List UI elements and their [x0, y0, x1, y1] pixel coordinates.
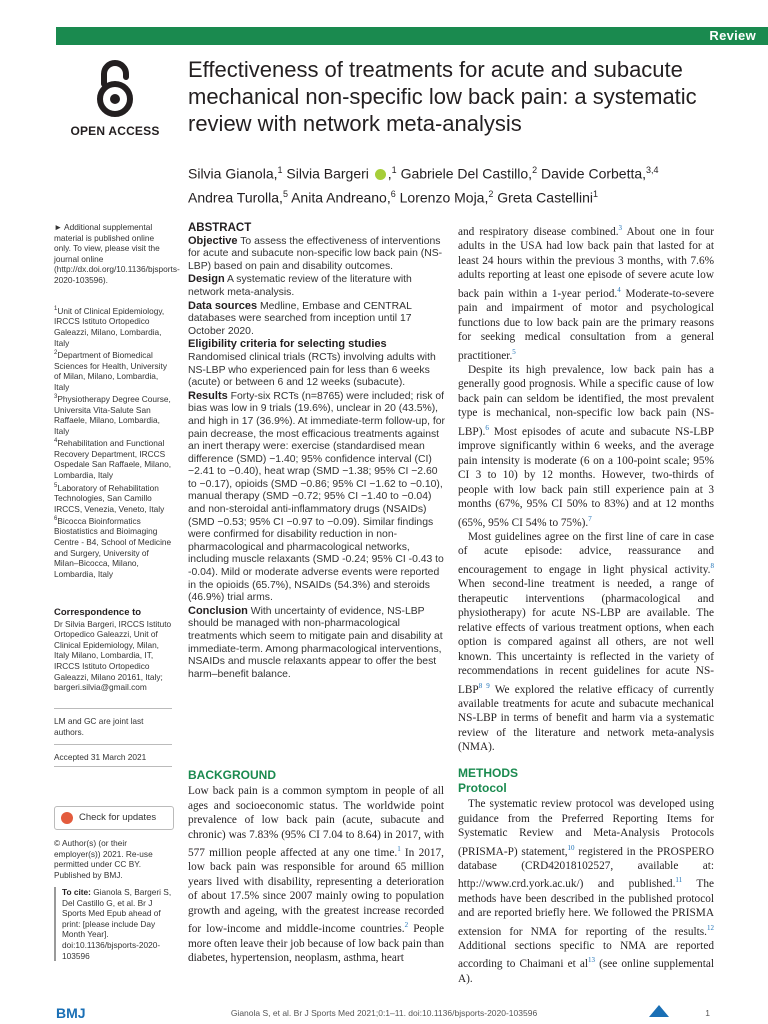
- accepted-date: Accepted 31 March 2021: [54, 752, 147, 762]
- check-updates-icon: [61, 812, 73, 824]
- page-number: 1: [705, 1008, 710, 1018]
- paragraph: Despite its high prevalence, low back pain has a generally good prognosis. While a specific cause of low back pain can seldom be identified, the most prevalent type is mechanical, non-specific low back pain (NS-LBP).$^6$ Most episodes of acute and subacute NS-LBP improve significantly within 6 weeks, and the average pain intensity is moderate (6 on a 100-point scale; 95% CI 3 to 10) by 12 months. However, two-thirds of people with low back pain still experience pain at 3 months (67%, 95% CI 50% to 83%) and at 12 months (65%, 95% CI 54% to 75%).$^7$: [458, 363, 714, 529]
- affiliation: $^1$Unit of Clinical Epidemiology, IRCCS Istituto Ortopedico Galeazzi, Milano, Lombardia, Italy: [54, 305, 165, 348]
- open-access-lock-icon: [94, 60, 136, 118]
- correspondence: [54, 608, 172, 693]
- bmj-logo[interactable]: BMJ: [56, 1005, 86, 1021]
- supplemental-note[interactable]: ► Additional supplemental material is published online only. To view, please visit the journal online (http://dx.doi.org/10.1136/bjsports-2020-103596).: [54, 222, 180, 285]
- methods-text: [458, 797, 714, 986]
- abstract-design: A systematic review of the literature with network meta-analysis.: [188, 274, 412, 298]
- abstract-objective: To assess the effectiveness of interventions for acute and subacute non-specific low back pain (NS-LBP) based on pain and disability outcomes.: [188, 235, 443, 272]
- author: Greta Castellini: [497, 189, 593, 206]
- divider: [54, 708, 172, 709]
- abstract-data-sources: Medline, Embase and CENTRAL databases were searched from inception until 17 October 2020.: [188, 300, 412, 337]
- author: Silvia Bargeri: [286, 165, 369, 182]
- journal-section-band: [56, 27, 768, 45]
- paragraph: Most guidelines agree on the first line of care in case of acute episode: advice, reassurance and encouragement to engage in light physical activity.$^8$ When second-line treatment is needed, a range of therapeutic interventions (pharmacological and physiotherapy) for acute NS-LBP are available. The relative effects of various treatment options, when each option is compared against all others, are not well known. This uncertainty is reflected in the variety of recommendations in recent guidelines for acute $NS-LBP^{8 9}$ We explored the relative efficacy of currently available treatments for acute and subacute mechanical NS-LBP in terms of benefit and harm via a systematic review of the literature and network meta-analysis (NMA).: [458, 530, 715, 754]
- paragraph: The systematic review protocol was developed using guidance from the Preferred Reporting Items for Systematic Review and Meta-Analysis Protocols (PRISMA-P) statement,$^{10}$ registered in the PROSPERO database (CRD42018102527, available at: http://www.crd.york.ac.uk/) and published.$^{11}$ The methods have been described in the published protocol and are reported briefly here. We followed the PRISMA extension for NMA for reporting of the results.$^{12}$ Additional sections specific to NMA are reported according to Chaimani et $al^{13}$ (see online supplemental A).: [458, 798, 714, 985]
- author-list: Silvia Gianola,$^1$ Silvia Bargeri ,$^1$ Gabriele Del Castillo,$^2$ Davide Corbetta,$^{3,4}$ Andrea Turolla,$^5$ Anita Andreano,$^6$ Lorenzo Moja,$^2$ Greta Castellini$^1$: [188, 165, 659, 206]
- affiliation: $^2$Department of Biomedical Sciences for Health, University of Milan, Milano, Lombardia, Italy: [54, 349, 167, 392]
- open-access-label: OPEN ACCESS: [70, 124, 160, 138]
- orcid-icon[interactable]: [375, 169, 386, 180]
- methods-heading: METHODS: [458, 766, 518, 780]
- article-title: Effectiveness of treatments for acute and subacute mechanical non-specific low back pain: a systematic review with network meta-analysis: [188, 57, 697, 136]
- bash-logo-icon: [647, 1003, 671, 1019]
- affiliations: [54, 304, 172, 579]
- to-cite-text: Gianola S, Bargeri S, Del Castillo G, et al. Br J Sports Med Epub ahead of print: [please include Day Month Year]. doi:10.1136/bjsports-2020-103596: [62, 887, 172, 961]
- page-footer: [0, 1005, 768, 1023]
- author: Gabriele Del Castillo,: [400, 165, 533, 182]
- correspondence-text: Dr Silvia Bargeri, IRCCS Istituto Ortopedico Galeazzi, Unit of Clinical Epidemiology, Milan, Italy Milano, Lombardia, IT, IRCCS Istituto Ortopedico Galeazzi, Milano 20161, Italy; bargeri.silvia@gmail.com: [54, 618, 172, 693]
- check-updates-label: Check for updates: [79, 812, 157, 823]
- section-label: Review: [709, 28, 756, 43]
- background-text: [188, 784, 444, 966]
- abstract-heading: ABSTRACT: [188, 222, 252, 234]
- affiliation: $^5$Laboratory of Rehabilitation Technologies, San Camillo IRCCS, Venezia, Veneto, Italy: [54, 482, 165, 514]
- author: Andrea Turolla,: [188, 189, 283, 206]
- to-cite-box: [54, 887, 178, 961]
- affiliation: $^6$Bicocca Bioinformatics Biostatistics and Bioimaging Centre - B4, School of Medicine and Surgery, University of Milan–Bicocca, Milano, Lombardia, Italy: [54, 515, 172, 579]
- abstract: ABSTRACT Objective To assess the effectiveness of interventions for acute and subacute non-specific low back pain (NS-LBP) based on pain and disability outcomes. Design A systematic review of the literature with network meta-analysis. Data sources Medline, Embase and CENTRAL databases were searched from inception until 17 October 2020. Eligibility criteria for selecting studies Randomised clinical trials (RCTs) involving adults with NS-LBP who experienced pain for less than 6 weeks (acute) or between 6 and 12 weeks (subacute). Results Forty-six RCTs (n=8765) were included; risk of bias was low in 9 trials (19.6%), unclear in 20 (43.5%), and high in 17 (36.9%). At immediate-term follow-up, for pain decrease, the most efficacious treatments against an inert therapy were: exercise (standardised mean difference (SMD) −1.40; 95% confidence interval (CI) −2.41 to −0.40), heat wrap (SMD −1.38; 95% CI −2.60 to −0.17), opioids (SMD −0.86; 95% CI −1.62 to −0.10), manual therapy (SMD −0.72; 95% CI −1.40 to −0.04) and non-steroidal anti-inflammatory drugs (NSAIDs) (SMD −0.53; 95% CI −0.97 to −0.09). Similar findings were confirmed for disability reduction in non-pharmacological and pharmacological networks, including muscle relaxants (SMD -0.24; 95% CI -0.43 to -0.04). Mild or moderate adverse events were reported in the opioids (65.7%), NSAIDs (54.3%) and steroids (46.9%) trial arms. Conclusion With uncertainty of evidence, NS-LBP should be managed with non-pharmacological treatments which seem to mitigate pain and disability at immediate-term. Among pharmacological interventions, NSAIDs and muscle relaxants appear to offer the best harm–benefit balance.: [188, 222, 446, 680]
- open-access-badge: [70, 60, 160, 138]
- protocol-subheading: Protocol: [458, 781, 507, 795]
- abstract-eligibility: Randomised clinical trials (RCTs) involving adults with NS-LBP who experienced pain for less than 6 weeks (acute) or between 6 and 12 weeks (subacute).: [188, 351, 436, 389]
- affiliation: $^4$Rehabilitation and Functional Recovery Department, IRCCS Ospedale San Raffaele, Milano, Lombardia, Italy: [54, 438, 171, 480]
- joint-authors-note: LM and GC are joint last authors.: [54, 716, 144, 737]
- author: Davide Corbetta,: [540, 165, 647, 182]
- footer-citation: Gianola S, et al. Br J Sports Med 2021;0:1–11. doi:10.1136/bjsports-2020-103596: [230, 1008, 538, 1018]
- affiliation: $^3$Physiotherapy Degree Course, Universita Vita-Salute San Raffaele, Milano, Lombardia, Italy: [54, 394, 171, 436]
- author: Anita Andreano,: [291, 189, 391, 206]
- to-cite-label: To cite:: [62, 887, 91, 897]
- check-for-updates-button[interactable]: [54, 806, 174, 830]
- abstract-conclusion: With uncertainty of evidence, NS-LBP should be managed with non-pharmacological treatments which seem to mitigate pain and disability at immediate-term. Among pharmacological interventions, NSAIDs and muscle relaxants appear to offer the best harm–benefit balance.: [188, 605, 443, 680]
- abstract-results: Forty-six RCTs (n=8765) were included; risk of bias was low in 9 trials (19.6%), unclear in 20 (43.5%), and high in 17 (36.9%). At immediate-term follow-up, for pain decrease, the most efficacious treatments against an inert therapy were: exercise (standardised mean difference (SMD) −1.40; 95% confidence interval (CI) −2.41 to −0.40), heat wrap (SMD −1.38; 95% CI −2.60 to −0.17), opioids (SMD −0.86; 95% CI −1.62 to −0.10), manual therapy (SMD −0.72; 95% CI −1.40 to −0.04) and non-steroidal anti-inflammatory drugs (NSAIDs) (SMD −0.53; 95% CI −0.97 to −0.09). Similar findings were confirmed for disability reduction in non-pharmacological and pharmacological networks, including muscle relaxants (SMD -0.24; 95% CI -0.43 to -0.04). Mild or moderate adverse events were reported in the opioids (65.7%), NSAIDs (54.3%) and steroids (46.9%) trial arms.: [188, 390, 446, 604]
- divider: [54, 744, 172, 745]
- author: Lorenzo Moja,: [399, 189, 489, 206]
- paragraph: Low back pain is a common symptom in people of all ages and socioeconomic status. The worldwide point prevalence of low back pain (acute, subacute and chronic) was 7.83% (95% CI 7.04 to 8.64) in 2017, with 577 million people affected at any one time.$^1$ In 2017, low back pain was responsible for around 65 million years lived with disability, representing a deterioration of about 17.5% since 2007 mainly owing to population growth and ageing, with the greatest increase recorded for low-income and middle-income countries.$^2$ People more often leave their job because of low back pain than diabetes, hypertension, neoplasm, asthma, heart: [188, 785, 444, 965]
- divider: [54, 766, 172, 767]
- introduction-continued: [458, 221, 714, 755]
- background-heading: BACKGROUND: [188, 768, 276, 782]
- copyright: © Author(s) (or their employer(s)) 2021. Re-use permitted under CC BY. Published by BMJ.: [54, 838, 153, 880]
- paragraph: and respiratory disease combined.$^3$ About one in four adults in the USA had low back pain that lasted for at least 24 hours within the previous 3 months, with 7.6% adults reporting at least one episode of severe acute low back pain within a 1-year period.$^4$ Moderate-to-severe pain and impairment of motor and psychological functions due to low back pain are the primary reasons for seeking medical consultation from a general practitioner.$^5$: [458, 224, 714, 362]
- author: Silvia Gianola,: [188, 165, 278, 182]
- correspondence-heading: Correspondence to: [54, 607, 142, 618]
